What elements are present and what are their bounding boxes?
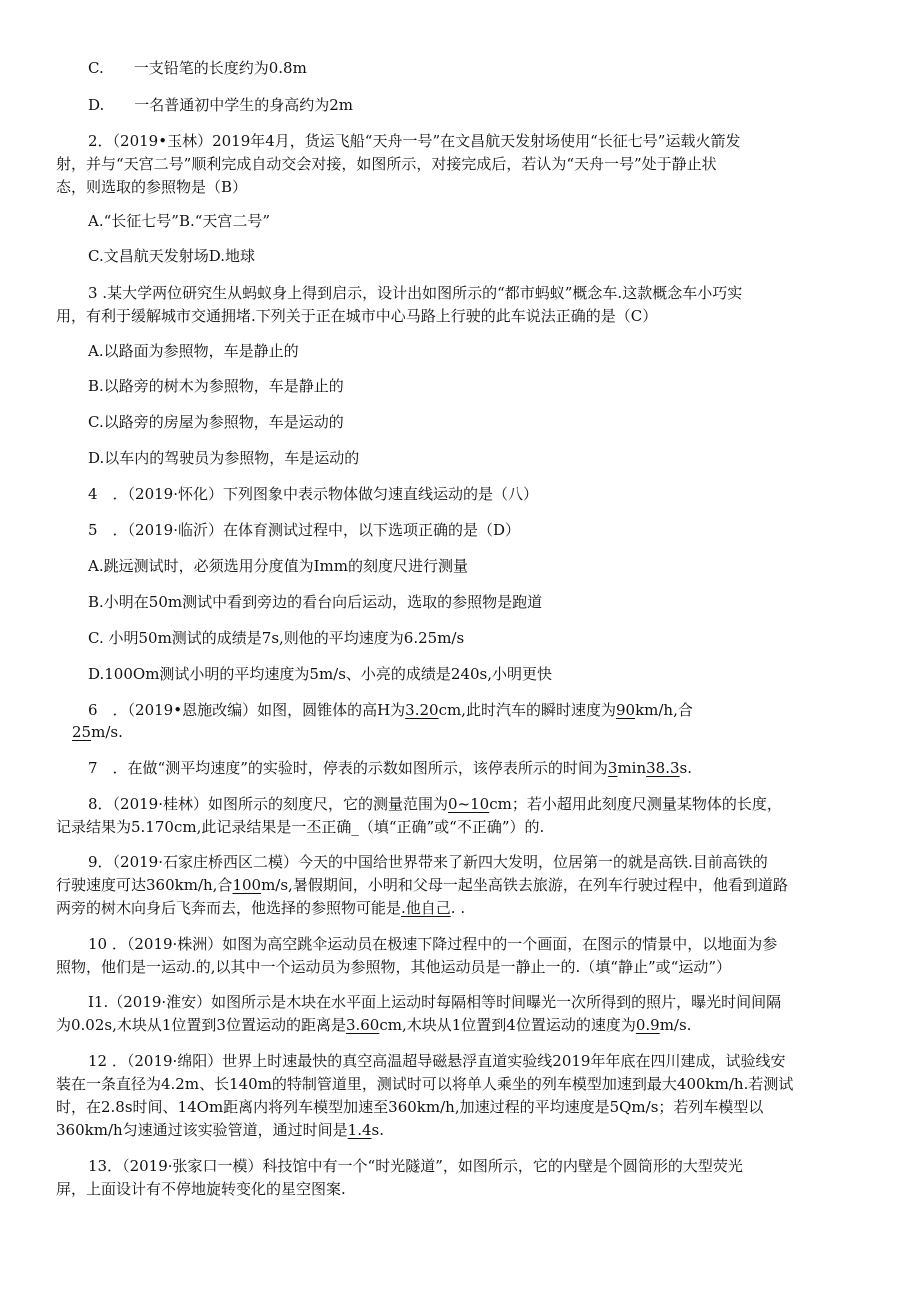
option-c-pencil: C. 一支铅笔的长度约为0.8m xyxy=(88,59,307,77)
question-8-line-1: 8．（2019·桂林）如图所示的刻度尺，它的测量范围为0~10cm；若小超用此刻度尺测量某物体的长度， xyxy=(88,795,782,813)
question-11-line-2: 为0.02s,木块从1位置到3位置运动的距离是3.60cm,木块从1位置到4位置运动的速度为0.9m/s. xyxy=(56,1016,692,1034)
option-d-height: D. 一名普通初中学生的身高约为2m xyxy=(88,96,354,114)
question-3-option-a: A.以路面为参照物，车是静止的 xyxy=(88,342,299,360)
question-5-option-a: A.跳远测试时，必须选用分度值为Imm的刻度尺进行测量 xyxy=(88,557,468,575)
question-5-option-d: D.100Om测试小明的平均速度为5m/s、小亮的成绩是240s,小明更快 xyxy=(88,665,553,683)
question-2-line-3: 态，则选取的参照物是（B） xyxy=(56,178,248,196)
question-5: 5 ．（2019·临沂）在体育测试过程中，以下选项正确的是（D） xyxy=(88,521,521,539)
answer-blank: 1.4 xyxy=(347,1121,372,1139)
question-10-line-2: 照物，他们是一运动.的,以其中一个运动员为参照物，其他运动员是一静止一的.（填“静止”或“运动”） xyxy=(56,958,731,976)
question-2-line-2: 射，并与“天宫二号”顺利完成自动交会对接，如图所示，对接完成后，若认为“天舟一号”处于静止状 xyxy=(56,155,717,173)
question-2-options-ab: A.“长征七号”B.“天宫二号” xyxy=(88,212,271,230)
answer-blank: 0.9 xyxy=(635,1016,660,1034)
question-3-option-b: B.以路旁的树木为参照物，车是静止的 xyxy=(88,377,344,395)
answer-blank: 90 xyxy=(615,701,636,719)
question-4: 4 ．（2019·怀化）下列图象中表示物体做匀速直线运动的是（八） xyxy=(88,485,538,503)
question-5-option-c: C. 小明50m测试的成绩是7s,则他的平均速度为6.25m/s xyxy=(88,629,465,647)
answer-blank: 3 xyxy=(607,759,618,777)
question-9-line-2: 行驶速度可达360km/h,合100m/s,暑假期间，小明和父母一起坐高铁去旅游，在列车行驶过程中，他看到道路 xyxy=(56,876,788,894)
answer-blank: 0~10 xyxy=(448,795,490,813)
answer-blank: 25 xyxy=(72,723,92,741)
question-9-line-3: 两旁的树木向身后飞奔而去，他选择的参照物可能是.他自己. . xyxy=(56,899,466,917)
question-2-options-cd: C.文昌航天发射场D.地球 xyxy=(88,247,255,265)
answer-blank: .他自己 xyxy=(401,899,451,917)
question-5-option-b: B.小明在50m测试中看到旁边的看台向后运动，选取的参照物是跑道 xyxy=(88,593,543,611)
question-3-option-c: C.以路旁的房屋为参照物，车是运动的 xyxy=(88,413,344,431)
question-13-line-2: 屏，上面设计有不停地旋转变化的星空图案. xyxy=(56,1180,346,1198)
question-6-line-2: 25m/s. xyxy=(72,723,123,741)
answer-blank: 38.3 xyxy=(646,759,680,777)
question-6-line-1: 6 ．（2019•恩施改编）如图，圆锥体的高H为3.20cm,此时汽车的瞬时速度为90km/h,合 xyxy=(88,701,693,719)
answer-blank: 3.20 xyxy=(405,701,439,719)
question-10-line-1: 10 ．（2019·株洲）如图为高空跳伞运动员在极速下降过程中的一个画面，在图示的情景中，以地面为参 xyxy=(88,935,778,953)
answer-blank: 100 xyxy=(232,876,262,894)
question-2-line-1: 2．（2019•玉林）2019年4月，货运飞船“天舟一号”在文昌航天发射场使用“长征七号”运载火箭发 xyxy=(88,132,741,150)
question-13-line-1: 13．（2019·张家口一模）科技馆中有一个“时光隧道”，如图所示，它的内壁是个圆筒形的大型荧光 xyxy=(88,1157,743,1175)
question-3-line-2: 用，有利于缓解城市交通拥堵.下列关于正在城市中心马路上行驶的此车说法正确的是（C） xyxy=(56,307,658,325)
question-12-line-2: 装在一条直径为4.2m、长140m的特制管道里，测试时可以将单人乘坐的列车模型加速到最大400km/h.若测试 xyxy=(56,1075,794,1093)
question-9-line-1: 9．（2019·石家庄桥西区二模）今天的中国给世界带来了新四大发明，位居第一的就是高铁.目前高铁的 xyxy=(88,853,768,871)
question-12-line-1: 12 ．（2019·绵阳）世界上时速最快的真空高温超导磁悬浮直道实验线2019年年底在四川建成，试验线安 xyxy=(88,1052,786,1070)
question-3-option-d: D.以车内的驾驶员为参照物，车是运动的 xyxy=(88,449,360,467)
question-8-line-2: 记录结果为5.170cm,此记录结果是一丕正确_（填“正确”或“不正确”）的. xyxy=(56,818,545,836)
question-12-line-4: 360km/h匀速通过该实验管道，通过时间是1.4s. xyxy=(56,1121,384,1139)
question-12-line-3: 时，在2.8s时间、14Om距离内将列车模型加速至360km/h,加速过程的平均速度是5Qm/s；若列车模型以 xyxy=(56,1098,764,1116)
question-11-line-1: I1.（2019·淮安）如图所示是木块在水平面上运动时每隔相等时间曝光一次所得到的照片，曝光时间间隔 xyxy=(88,993,782,1011)
question-7: 7 ．在做“测平均速度”的实验时，停表的示数如图所示，该停表所示的时间为3min38.3s. xyxy=(88,759,692,777)
answer-blank: 3.60 xyxy=(345,1016,380,1034)
question-3-line-1: 3 .某大学两位研究生从蚂蚁身上得到启示，设计出如图所示的“都市蚂蚁”概念车.这款概念车小巧实 xyxy=(88,284,743,302)
